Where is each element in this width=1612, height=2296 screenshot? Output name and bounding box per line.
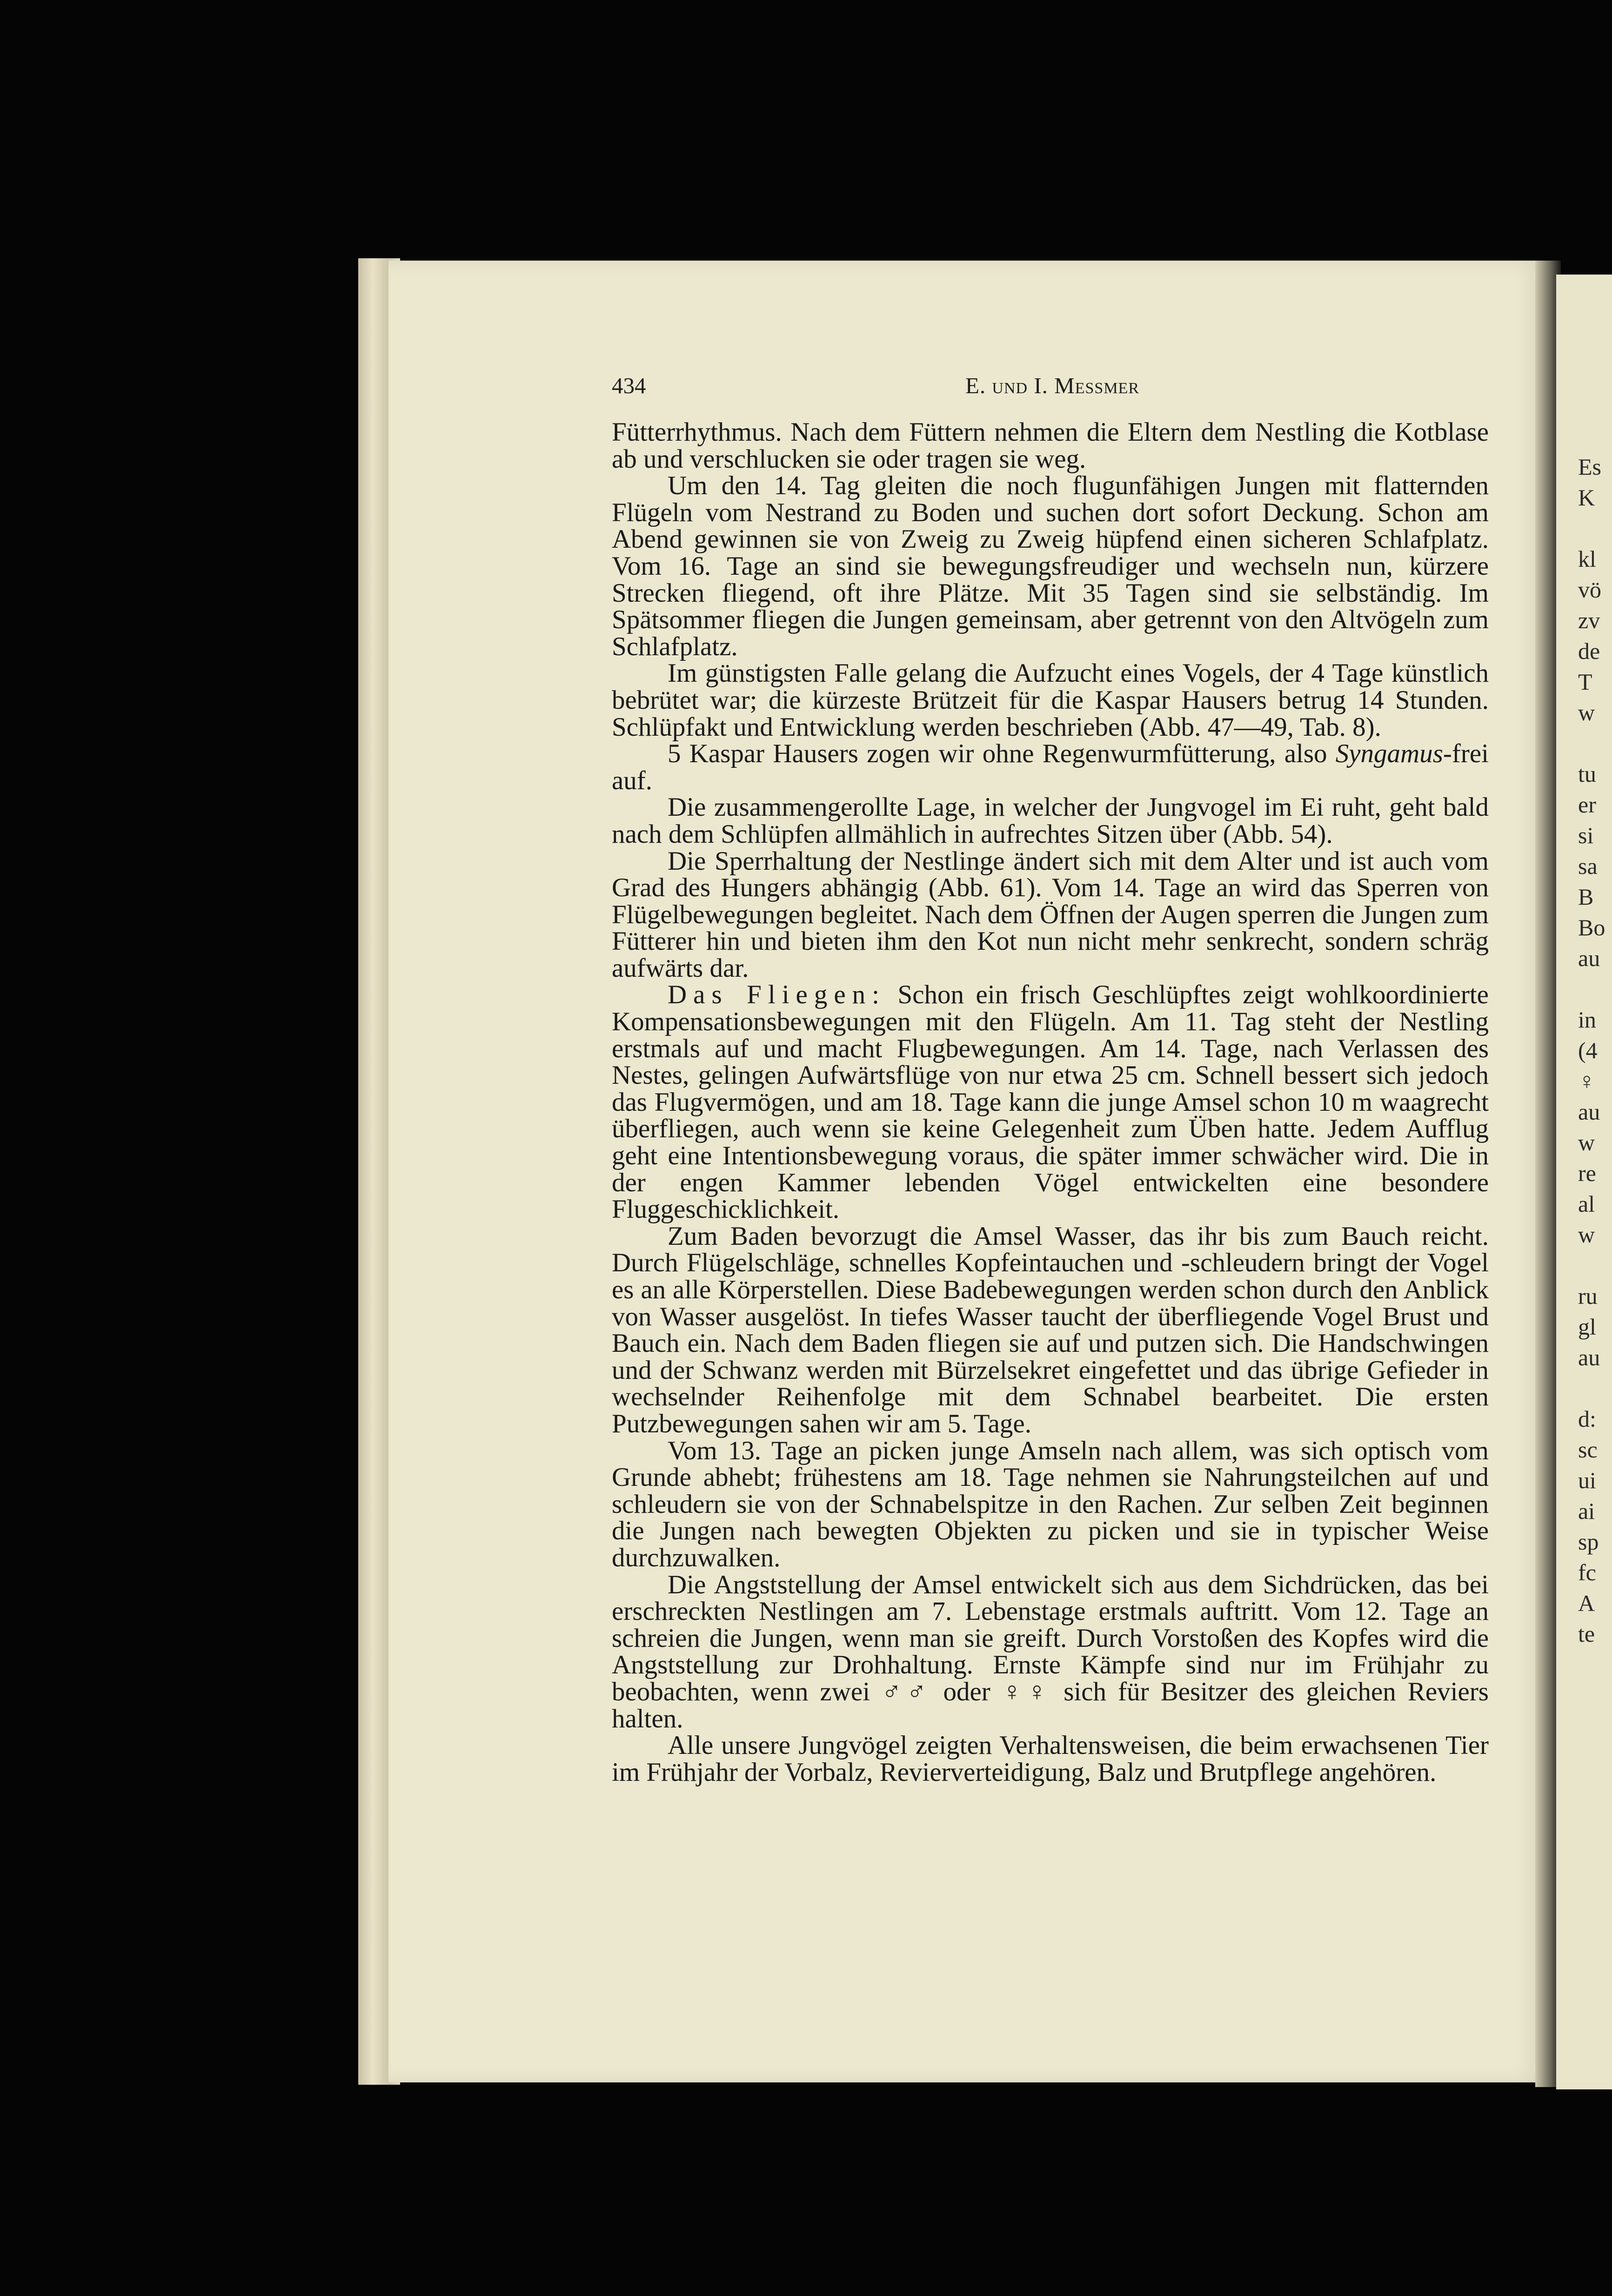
next-page-fragment: fc <box>1578 1559 1596 1585</box>
paragraph: Zum Baden bevorzugt die Amsel Wasser, das ihr bis zum Bauch reicht. Durch Flügelschläge, schnelles Kopfeintauchen und -schleudern bringt der Vogel es an alle Körperstellen. Diese Badebewegungen werden schon durch den Anblick von Wasser ausgelöst. In tiefes Wasser taucht der überfliegende Vogel Brust und Bauch ein. Nach dem Baden fliegen sie auf und putzen sich. Die Handschwingen und der Schwanz werden mit Bürzelsekret eingefettet und das übrige Gefieder in wechselnder Reihenfolge mit dem Schnabel bearbeitet. Die ersten Putzbewegungen sahen wir am 5. Tage. <box>612 1221 1489 1438</box>
next-page-fragment: w <box>1578 699 1595 725</box>
next-page-fragment: de <box>1578 638 1600 664</box>
paragraph: Die Sperrhaltung der Nestlinge ändert sich mit dem Alter und ist auch vom Grad des Hungers abhängig (Abb. 61). Vom 14. Tage an wird das Sperren von Flügelbewegungen begleitet. Nach dem Öffnen der Augen sperren die Jungen zum Fütterer hin und bieten ihm den Kot nun nicht mehr senkrecht, sondern schräg aufwärts dar. <box>612 846 1489 983</box>
next-page-fragment <box>1578 513 1606 544</box>
next-page-fragment: K <box>1578 484 1595 510</box>
paragraph-text: 5 Kaspar Hausers zogen wir ohne Regenwurmfütterung, also <box>668 739 1336 769</box>
next-page-fragment <box>1578 1373 1606 1403</box>
next-page-fragment: tu <box>1578 761 1596 787</box>
paragraph <box>612 981 1489 1222</box>
paragraph: Die zusammengerollte Lage, in welcher der Jungvogel im Ei ruht, geht bald nach dem Schlüpfen allmählich in aufrechtes Sitzen über (Abb. 54). <box>612 792 1489 849</box>
next-page-fragment: au <box>1578 945 1600 971</box>
next-page-fragment: au <box>1578 1344 1600 1370</box>
next-page-fragment: sa <box>1578 853 1598 879</box>
next-page-fragment <box>1578 1250 1606 1281</box>
next-page-fragment: (4 <box>1578 1037 1598 1063</box>
next-page-fragment: gl <box>1578 1314 1596 1340</box>
next-page-fragment: ai <box>1578 1498 1595 1524</box>
italic-term: Syngamus <box>1335 739 1443 769</box>
paragraph-text: Schon ein frisch Geschlüpftes zeigt wohlkoordinierte Kompensationsbewegungen mit den Flügeln. Am 11. Tag steht der Nestling erstmals auf und macht Flugbewegungen. Am 14. Tage, nach Verlassen des Nestes, gelingen Aufwärtsflüge von nur etwa 25 cm. Schnell bessert sich jedoch das Flugvermögen, und am 18. Tage kann die junge Amsel schon 10 m waagrecht überfliegen, auch wenn sie keine Gelegenheit zum Üben hatte. Jedem Aufflug geht eine Intentionsbewegung voraus, die später immer schwächer wird. Die in der engen Kammer lebenden Vögel entwickelten eine besondere Fluggeschicklichkeit. <box>612 980 1489 1224</box>
next-page-fragment: in <box>1578 1007 1596 1033</box>
next-page-fragment: sc <box>1578 1437 1598 1463</box>
next-page-fragment: al <box>1578 1191 1595 1217</box>
next-page-fragment: er <box>1578 792 1596 818</box>
page-number: 434 <box>612 373 646 398</box>
paragraph: Vom 13. Tage an picken junge Amseln nach allem, was sich optisch vom Grunde abhebt; frühestens am 18. Tage nehmen sie Nahrungsteilchen auf und schleudern sie von der Schnabelspitze in den Rachen. Zur selben Zeit beginnen die Jungen nach bewegten Objekten zu picken und sie in typischer Weise durchzuwalken. <box>612 1436 1489 1572</box>
next-page-fragment: vö <box>1578 577 1601 603</box>
next-page-fragment: Es <box>1578 454 1601 480</box>
paragraph: Fütterrhythmus. Nach dem Füttern nehmen die Eltern dem Nestling die Kotblase ab und verschlucken sie oder tragen sie weg. <box>612 417 1489 474</box>
next-page-fragment: A <box>1578 1590 1595 1616</box>
next-page-fragment: au <box>1578 1099 1600 1125</box>
next-page-fragment: re <box>1578 1160 1596 1186</box>
paragraph: Alle unsere Jungvögel zeigten Verhaltensweisen, die beim erwachsenen Tier im Frühjahr der Vorbalz, Revierverteidigung, Balz und Brutpflege angehören. <box>612 1731 1489 1787</box>
next-page-fragment: T <box>1578 669 1592 695</box>
next-page-fragment: si <box>1578 822 1594 848</box>
next-page-text <box>1578 451 1606 1649</box>
next-page-fragment: ru <box>1578 1283 1598 1309</box>
spaced-heading: Das Fliegen: <box>668 980 886 1010</box>
paragraph: Im günstigsten Falle gelang die Aufzucht eines Vogels, der 4 Tage künstlich bebrütet war; die kürzeste Brützeit für die Kaspar Hausers betrug 14 Stunden. Schlüpfakt und Entwicklung werden beschrieben (Abb. 47—49, Tab. 8). <box>612 658 1489 742</box>
next-page-fragment <box>1578 973 1606 1004</box>
next-page-fragment <box>1578 728 1606 759</box>
next-page-fragment: w <box>1578 1222 1595 1248</box>
next-page-fragment: ♀ <box>1578 1068 1596 1094</box>
next-page-fragment: te <box>1578 1621 1595 1647</box>
paragraph: Die Angststellung der Amsel entwickelt sich aus dem Sichdrücken, das bei erschreckten Nestlingen am 7. Lebenstage erstmals auftritt. Vom 12. Tage an schreien die Jungen, wenn man sie greift. Durch Vorstoßen des Kopfes wird die Angststellung zur Drohhaltung. Ernste Kämpfe sind nur im Frühjahr zu beobachten, wenn zwei ♂♂ oder ♀♀ sich für Besitzer des gleichen Reviers halten. <box>612 1570 1489 1733</box>
next-page-fragment: ui <box>1578 1467 1596 1493</box>
next-page-fragment: zv <box>1578 607 1600 633</box>
body-text <box>612 419 1489 1786</box>
next-page-fragment: Bo <box>1578 914 1605 940</box>
paragraph-text: -frei auf. <box>612 739 1489 795</box>
next-page-fragment: sp <box>1578 1529 1599 1555</box>
paragraph <box>612 740 1489 794</box>
next-page-fragment: d: <box>1578 1406 1596 1432</box>
next-page-fragment: kl <box>1578 546 1596 572</box>
running-title: E. und I. Messmer <box>965 373 1139 398</box>
next-page-fragment: B <box>1578 884 1594 910</box>
paragraph: Um den 14. Tag gleiten die noch flugunfähigen Jungen mit flatternden Flügeln vom Nestrand zu Boden und suchen dort sofort Deckung. Schon am Abend gewinnen sie von Zweig zu Zweig hüpfend einen sicheren Schlafplatz. Vom 16. Tage an sind sie bewegungsfreudiger und wechseln nun, kürzere Strecken fliegend, oft ihre Plätze. Mit 35 Tagen sind sie selbständig. Im Spätsommer fliegen die Jungen gemeinsam, aber getrennt von den Altvögeln zum Schlafplatz. <box>612 471 1489 661</box>
next-page-fragment: w <box>1578 1129 1595 1155</box>
